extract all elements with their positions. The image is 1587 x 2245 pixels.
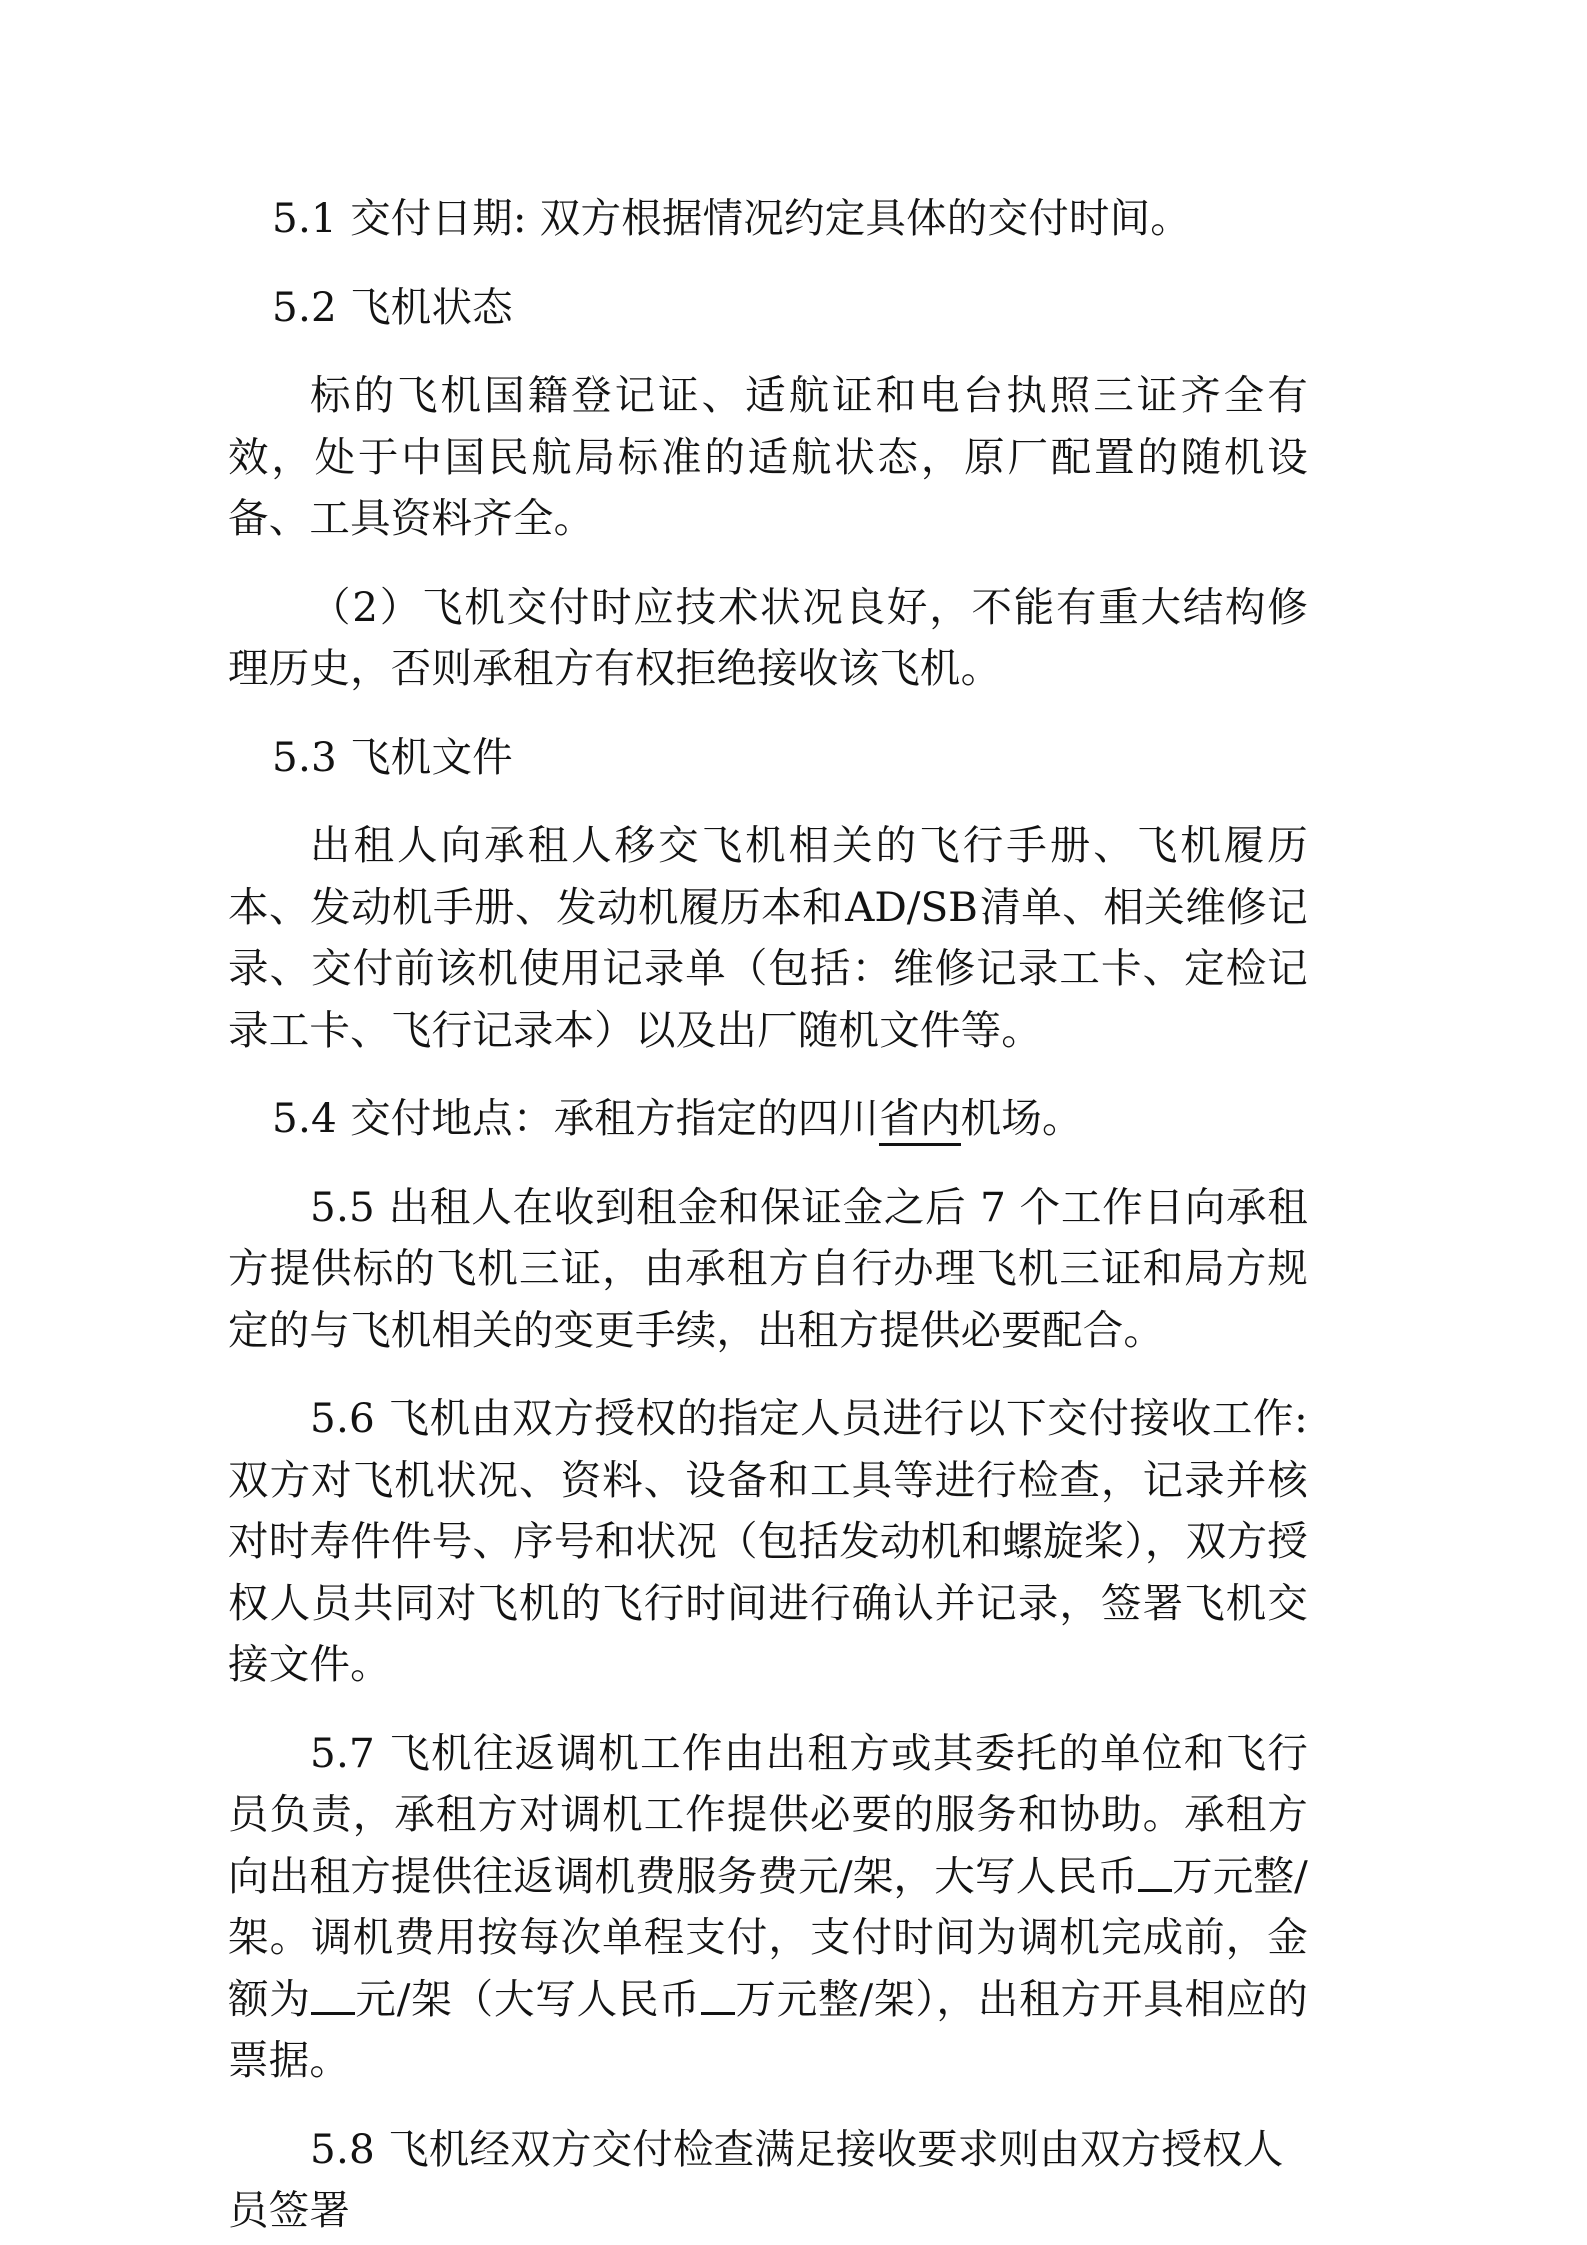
- ad-sb-label: AD/SB: [845, 882, 978, 931]
- ferry-fee-uppercase-blank[interactable]: [1138, 1889, 1172, 1892]
- spacer: [228, 700, 1308, 727]
- spacer: [228, 1361, 1308, 1388]
- clause-5-3-text-a: 出租人向承租人移交飞机相关的飞行手册、飞机履历本、发动机手册、发动机履历本和: [228, 821, 1308, 931]
- clause-5-7: [228, 1723, 1308, 2092]
- spacer: [228, 1061, 1308, 1088]
- clause-5-6: 5.6 飞机由双方授权的指定人员进行以下交付接收工作: 双方对飞机状况、资料、设备和工具等进行检查，记录并核对时寿件件号、序号和状况（包括发动机和螺旋桨），双方授权人员共同对飞机的飞行时间进行确认并记录，签署飞机交接文件。: [228, 1394, 1308, 1688]
- spacer: [228, 1150, 1308, 1177]
- clause-5-4-text-b: 机场。: [960, 1094, 1083, 1142]
- document-body: [228, 188, 1308, 2242]
- clause-5-3-text-b: 清单、相关维修记录、交付前该机使用记录单（包括：维修记录工卡、定检记录工卡、飞行记录本）以及出厂随机文件等。: [228, 882, 1308, 1054]
- spacer: [228, 1696, 1308, 1723]
- clause-5-2-heading: 5.2 飞机状态: [272, 282, 513, 331]
- clause-5-4: [228, 1088, 1308, 1150]
- clause-5-2-paragraph-1: 标的飞机国籍登记证、适航证和电台执照三证齐全有效，处于中国民航局标准的适航状态，原厂配置的随机设备、工具资料齐全。: [228, 371, 1308, 542]
- clause-5-5: 5.5 出租人在收到租金和保证金之后 7 个工作日向承租方提供标的飞机三证，由承租方自行办理飞机三证和局方规定的与飞机相关的变更手续，出租方提供必要配合。: [228, 1182, 1308, 1354]
- clause-5-1: 5.1 交付日期: 双方根据情况约定具体的交付时间。: [272, 194, 1191, 242]
- clause-5-3-heading: 5.3 飞机文件: [272, 732, 513, 781]
- clause-5-8: 5.8 飞机经双方交付检查满足接收要求则由双方授权人员签署: [228, 2124, 1284, 2234]
- spacer: [228, 788, 1308, 815]
- clause-5-7-text-c: 元/架（大写人民币: [354, 1974, 701, 2023]
- clause-5-3-paragraph: [228, 815, 1308, 1061]
- clause-5-2-paragraph-2: （2）飞机交付时应技术状况良好，不能有重大结构修理历史，否则承租方有权拒绝接收该飞机。: [228, 582, 1308, 692]
- spacer: [228, 250, 1308, 277]
- clause-5-7-text-b: 万元整/架。调机费用按每次单程支付，支付时间为调机完成前，金额为: [228, 1851, 1309, 2023]
- ferry-fee-amount-uppercase-blank[interactable]: [701, 2012, 735, 2015]
- clause-5-7-text-a: 5.7 飞机往返调机工作由出租方或其委托的单位和飞行员负责，承租方对调机工作提供必要的服务和协助。承租方向出租方提供往返调机费服务费元/架，大写人民币: [228, 1728, 1308, 1900]
- ferry-fee-amount-blank[interactable]: [311, 2012, 355, 2015]
- clause-5-4-text-a: 5.4 交付地点：承租方指定的四川: [272, 1094, 880, 1142]
- spacer: [228, 550, 1308, 577]
- clause-5-4-emphasis: 省内: [879, 1094, 960, 1146]
- spacer: [228, 338, 1308, 365]
- clause-5-7-text-d: 万元整/架），出租方开具相应的票据。: [228, 1974, 1308, 2084]
- spacer: [228, 2092, 1308, 2119]
